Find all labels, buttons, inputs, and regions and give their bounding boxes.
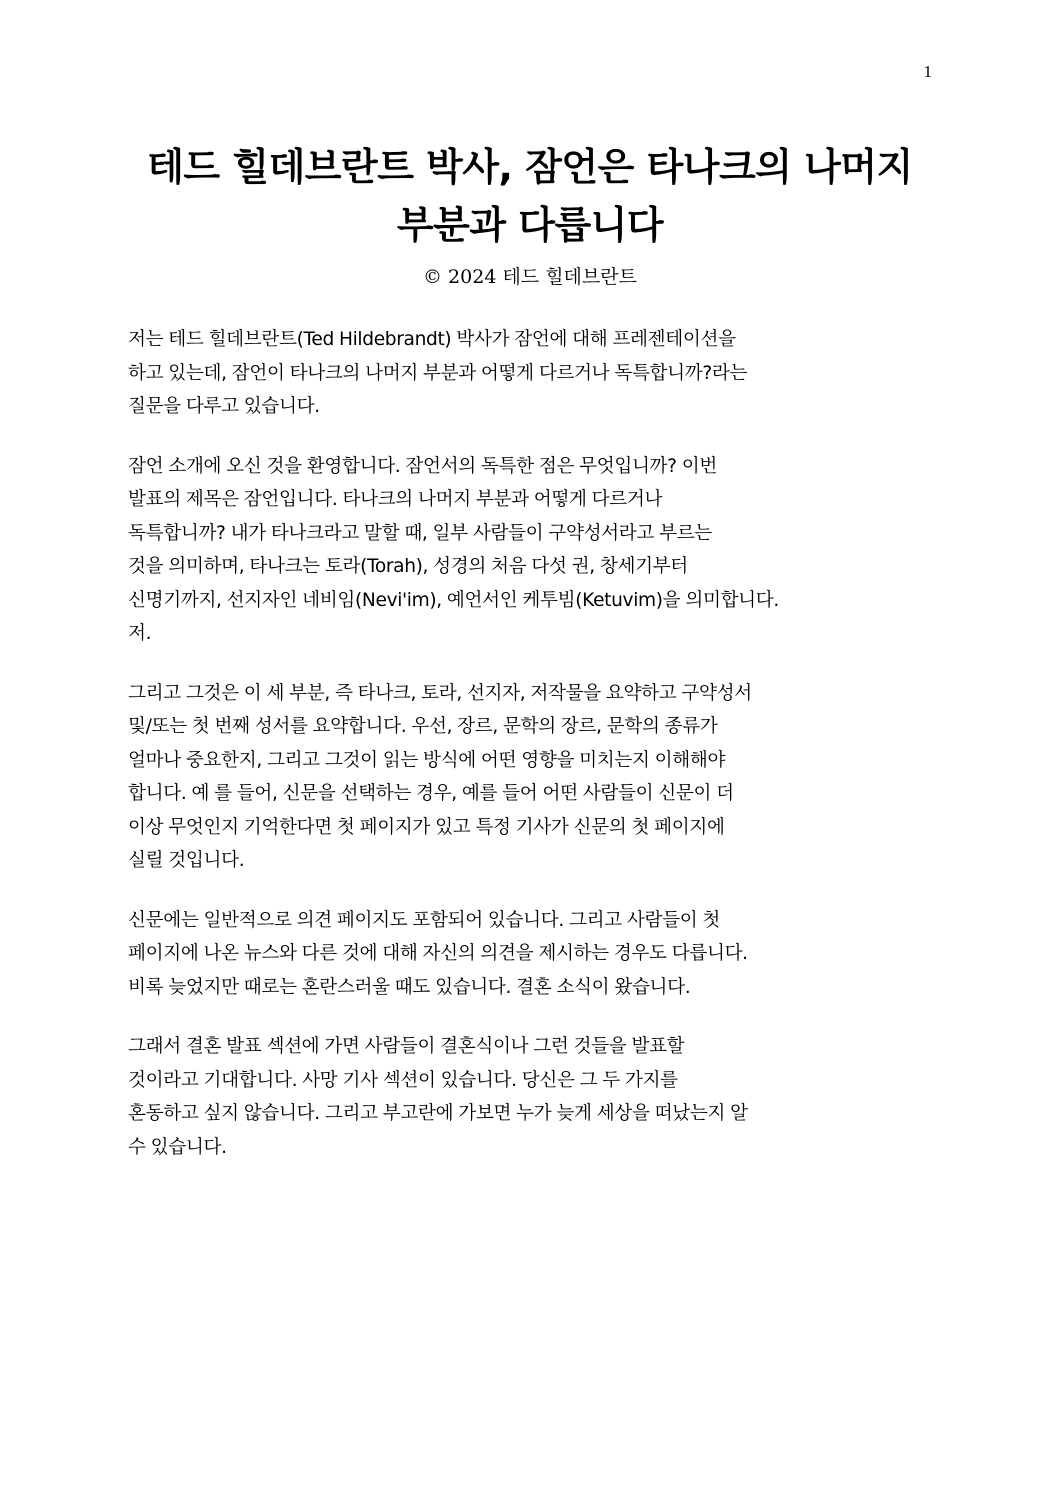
paragraph-line: 이상 무엇인지 기억한다면 첫 페이지가 있고 특정 기사가 신문의 첫 페이지에 bbox=[128, 816, 725, 838]
paragraph-line: 것이라고 기대합니다. 사망 기사 섹션이 있습니다. 당신은 그 두 가지를 bbox=[128, 1069, 678, 1091]
document-body bbox=[128, 323, 938, 1190]
copyright-notice: © 2024 테드 힐데브란트 bbox=[423, 266, 637, 288]
page-number: 1 bbox=[923, 62, 932, 81]
paragraph-line: 합니다. 예 를 들어, 신문을 선택하는 경우, 예를 들어 어떤 사람들이 신문이 더 bbox=[128, 783, 734, 804]
document-title bbox=[100, 138, 960, 254]
paragraph-line: 비록 늦었지만 때로는 혼란스러울 때도 있습니다. 결혼 소식이 왔습니다. bbox=[128, 976, 691, 998]
paragraph-line: 페이지에 나온 뉴스와 다른 것에 대해 자신의 의견을 제시하는 경우도 다릅니다. bbox=[128, 943, 748, 964]
paragraph-4 bbox=[128, 904, 938, 1005]
paragraph-line: 신명기까지, 선지자인 네비임(Nevi'im), 예언서인 케투빔(Ketuvim)을 의미합니다. bbox=[128, 589, 779, 611]
paragraph-line: 발표의 제목은 잠언입니다. 타나크의 나머지 부분과 어떻게 다르거나 bbox=[128, 489, 663, 510]
paragraph-2 bbox=[128, 450, 938, 651]
title-line-2: 부분과 다릅니다 bbox=[396, 203, 664, 247]
paragraph-line: 및/또는 첫 번째 성서를 요약합니다. 우선, 장르, 문학의 장르, 문학의 종류가 bbox=[128, 716, 718, 737]
paragraph-line: 수 있습니다. bbox=[128, 1136, 227, 1158]
paragraph-line: 그래서 결혼 발표 섹션에 가면 사람들이 결혼식이나 그런 것들을 발표할 bbox=[128, 1036, 685, 1057]
paragraph-1 bbox=[128, 323, 938, 424]
paragraph-line: 것을 의미하며, 타나크는 토라(Torah), 성경의 처음 다섯 권, 창세기부터 bbox=[128, 556, 688, 577]
paragraph-line: 독특합니까? 내가 타나크라고 말할 때, 일부 사람들이 구약성서라고 부르는 bbox=[128, 522, 712, 544]
paragraph-line: 그리고 그것은 이 세 부분, 즉 타나크, 토라, 선지자, 저작물을 요약하고 구약성서 bbox=[128, 682, 752, 704]
paragraph-line: 저. bbox=[128, 623, 152, 644]
paragraph-line: 혼동하고 싶지 않습니다. 그리고 부고란에 가보면 누가 늦게 세상을 떠났는지 알 bbox=[128, 1103, 748, 1124]
paragraph-line: 얼마나 중요한지, 그리고 그것이 읽는 방식에 어떤 영향을 미치는지 이해해야 bbox=[128, 749, 726, 771]
paragraph-line: 질문을 다루고 있습니다. bbox=[128, 396, 320, 417]
paragraph-5 bbox=[128, 1030, 938, 1164]
paragraph-line: 실릴 것입니다. bbox=[128, 850, 245, 871]
paragraph-line: 잠언 소개에 오신 것을 환영합니다. 잠언서의 독특한 점은 무엇입니까? 이번 bbox=[128, 455, 717, 477]
title-line-1: 테드 힐데브란트 박사, 잠언은 타나크의 나머지 bbox=[147, 145, 913, 189]
paragraph-3 bbox=[128, 677, 938, 878]
paragraph-line: 신문에는 일반적으로 의견 페이지도 포함되어 있습니다. 그리고 사람들이 첫 bbox=[128, 909, 721, 931]
paragraph-line: 저는 테드 힐데브란트(Ted Hildebrandt) 박사가 잠언에 대해 프레젠테이션을 bbox=[128, 329, 736, 350]
paragraph-line: 하고 있는데, 잠언이 타나크의 나머지 부분과 어떻게 다르거나 독특합니까?라는 bbox=[128, 362, 748, 384]
